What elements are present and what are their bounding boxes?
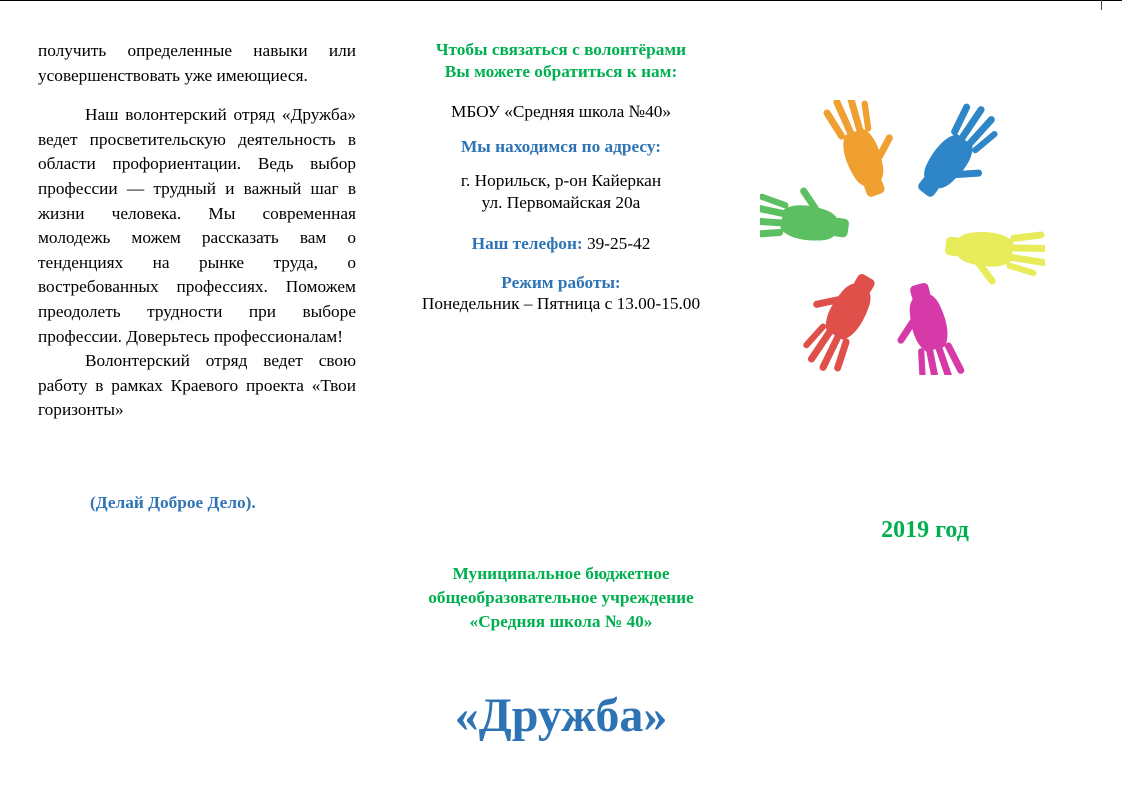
phone-value: 39-25-42 [587,234,651,253]
contact-heading-line1: Чтобы связаться с волонтёрами [435,40,687,59]
address-block [375,170,747,213]
hours-block [375,272,747,315]
address-line2: ул. Первомайская 20а [481,192,641,212]
left-paragraph-project: Волонтерский отряд ведет свою работу в рамках Краевого проекта «Твои горизонты» [38,351,356,420]
page-corner-mark [1101,0,1102,10]
organization-name [375,562,747,634]
hand-blue-icon [905,100,1016,215]
contact-heading-line2: Вы можете обратиться к нам: [444,61,678,81]
year-label: 2019 год [881,517,969,543]
phone-label: Наш телефон: [471,234,583,253]
hand-magenta-icon [883,278,967,375]
contact-column [375,39,747,315]
slogan-text: (Делай Доброе Дело). [90,493,256,512]
organization-line3: «Средняя школа № 40» [469,612,653,631]
hand-red-icon [785,259,889,375]
colorful-hands-logo [760,100,1045,375]
brochure-title: «Дружба» [454,689,668,742]
hours-value: Понедельник – Пятница с 13.00-15.00 [421,294,701,313]
hand-yellow-icon [942,223,1045,291]
contact-heading [375,39,747,82]
address-heading: Мы находимся по адресу: [460,136,662,156]
school-name: МБОУ «Средняя школа №40» [450,102,671,121]
left-column [38,39,356,423]
phone-line [375,233,747,255]
left-paragraph-continuation: получить определенные навыки или усовершенствовать уже имеющиеся. [38,41,356,85]
left-paragraph-about-team: Наш волонтерский отряд «Дружба» ведет просветительскую деятельность в области профориентации. Ведь выбор профессии — трудный и важный шаг в жизни человека. Мы современная молодежь можем рассказать вам о тенденциях на рынке труда, о востребованных профессиях. Поможем преодолеть трудности при выборе профессии. Доверьтесь профессионалам! [38,105,356,346]
organization-line2: общеобразовательное учреждение [428,588,694,607]
hand-orange-icon [820,100,911,203]
address-line1: г. Норильск, р-он Кайеркан [460,171,662,190]
hours-heading: Режим работы: [501,272,621,292]
organization-line1: Муниципальное бюджетное [452,564,670,583]
page-top-border [0,0,1122,1]
hand-green-icon [760,178,853,251]
